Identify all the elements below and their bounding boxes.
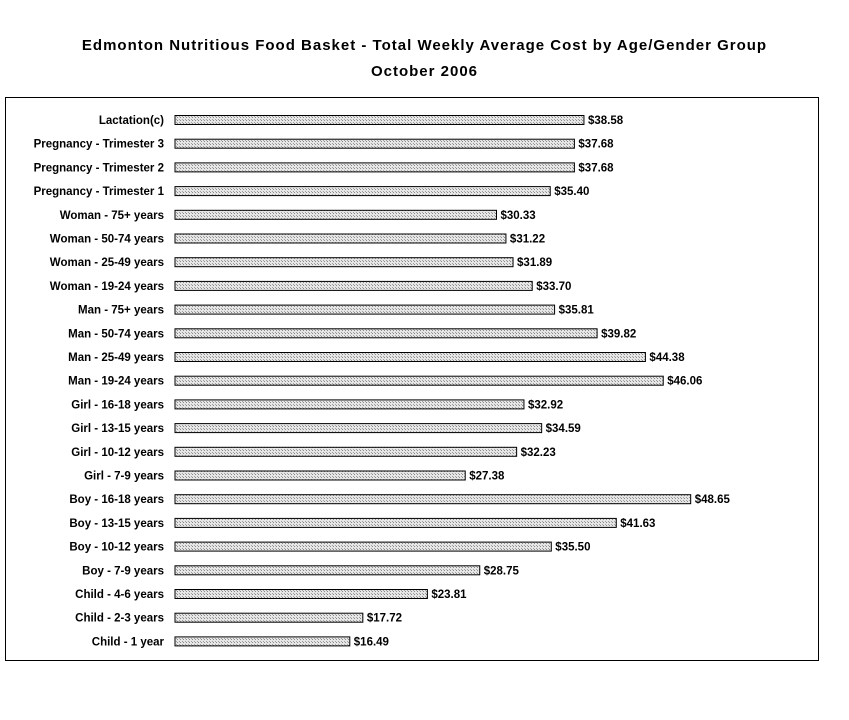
value-label: $35.40 (554, 186, 590, 199)
value-label: $41.63 (620, 517, 656, 530)
chart-title: Edmonton Nutritious Food Basket - Total Weekly Average Cost by Age/Gender Group (81, 37, 768, 54)
bar (175, 281, 532, 290)
bar (175, 305, 555, 314)
bar (175, 139, 574, 148)
value-label: $27.38 (469, 470, 505, 483)
bar (175, 590, 427, 599)
value-label: $31.22 (509, 233, 546, 246)
category-label: Boy - 7-9 years (82, 565, 164, 578)
bar (175, 376, 663, 385)
value-label: $30.33 (500, 209, 536, 222)
bar (175, 542, 551, 551)
bar (175, 234, 506, 243)
bar (175, 210, 496, 219)
category-label: Man - 50-74 years (68, 328, 164, 341)
chart-subtitle: October 2006 (370, 63, 479, 80)
category-label: Boy - 10-12 years (69, 541, 164, 554)
category-label: Man - 75+ years (78, 304, 164, 317)
category-label: Woman - 75+ years (59, 209, 164, 222)
category-label: Boy - 13-15 years (69, 517, 164, 530)
bar (175, 447, 517, 456)
value-label: $48.65 (694, 494, 730, 507)
value-label: $33.70 (536, 280, 572, 293)
category-label: Lactation(c) (98, 115, 164, 127)
bar (175, 353, 645, 362)
category-label: Pregnancy - Trimester 3 (33, 138, 164, 151)
bar (175, 518, 616, 527)
bar (175, 116, 584, 125)
bar (175, 424, 542, 433)
bar (175, 400, 524, 409)
bar (175, 613, 363, 622)
value-label: $31.89 (517, 257, 553, 270)
value-label: $34.59 (545, 423, 581, 436)
category-label: Girl - 16-18 years (71, 399, 164, 412)
value-label: $35.50 (555, 541, 591, 554)
value-label: $44.38 (649, 352, 685, 364)
value-label: $28.75 (483, 565, 519, 578)
value-label: $23.81 (431, 589, 467, 601)
category-label: Child - 1 year (91, 636, 164, 649)
category-label: Woman - 19-24 years (49, 280, 164, 293)
bar (175, 471, 465, 480)
value-label: $17.72 (366, 612, 403, 625)
category-label: Child - 2-3 years (75, 612, 164, 625)
value-label: $46.06 (667, 375, 703, 388)
category-label: Girl - 7-9 years (84, 470, 164, 483)
category-label: Woman - 50-74 years (49, 233, 164, 246)
category-label: Girl - 13-15 years (71, 423, 164, 436)
value-label: $32.92 (527, 399, 564, 412)
category-label: Boy - 16-18 years (69, 494, 164, 507)
value-label: $37.68 (578, 162, 614, 175)
value-label: $35.81 (558, 304, 594, 317)
category-label: Man - 25-49 years (68, 352, 164, 364)
bar (175, 637, 350, 646)
category-label: Woman - 25-49 years (49, 257, 164, 270)
value-label: $38.58 (587, 115, 624, 127)
value-label: $37.68 (578, 138, 614, 151)
bar (175, 163, 574, 172)
bar (175, 566, 480, 575)
value-label: $39.82 (601, 328, 637, 341)
category-label: Man - 19-24 years (68, 375, 164, 388)
bar (175, 329, 597, 338)
value-label: $16.49 (353, 636, 389, 649)
category-label: Pregnancy - Trimester 2 (33, 162, 164, 175)
bar (175, 258, 513, 267)
category-label: Child - 4-6 years (75, 589, 164, 601)
category-label: Pregnancy - Trimester 1 (33, 186, 164, 199)
bar (175, 495, 691, 504)
value-label: $32.23 (520, 446, 556, 459)
category-label: Girl - 10-12 years (71, 446, 164, 459)
bar (175, 187, 550, 196)
